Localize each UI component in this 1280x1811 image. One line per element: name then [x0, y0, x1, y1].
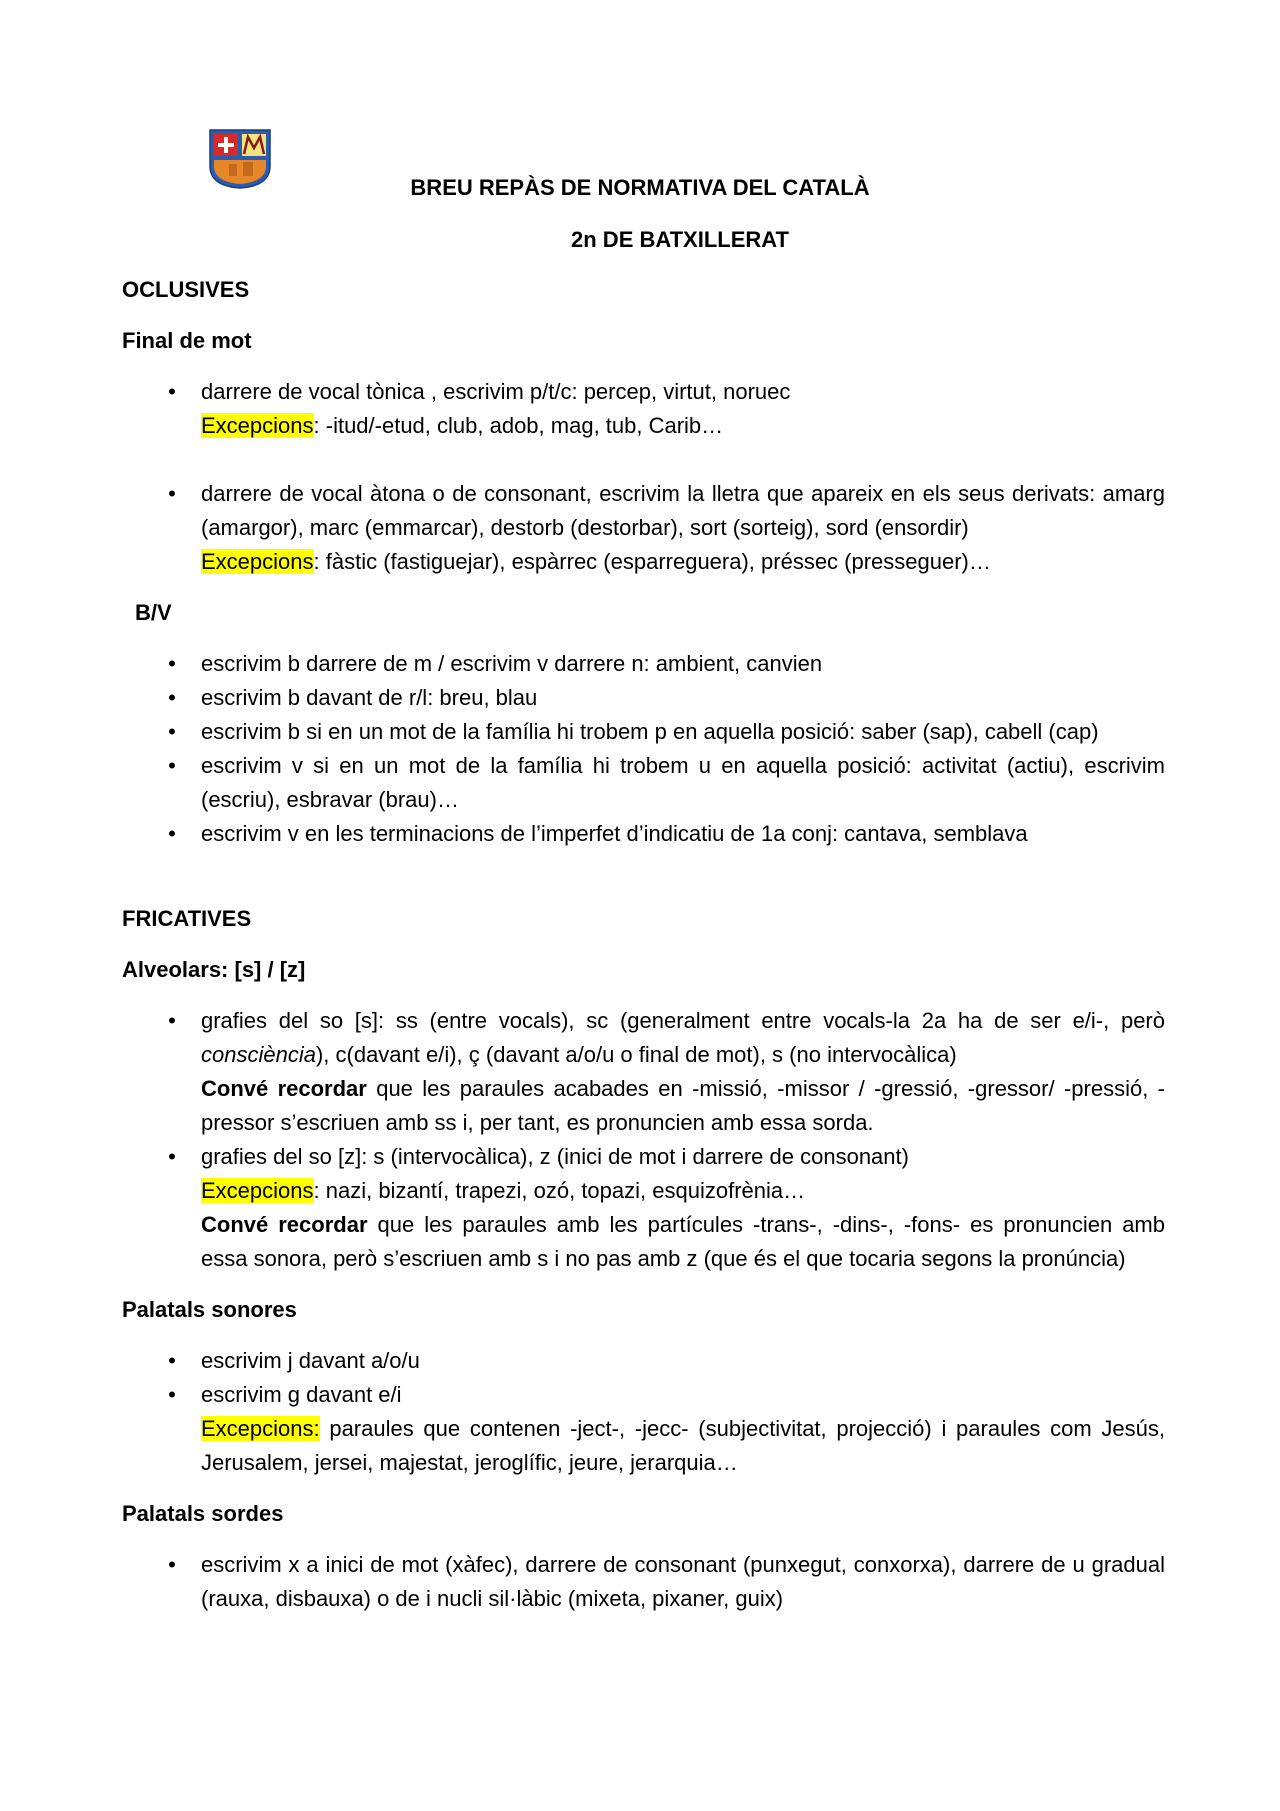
bullet-icon: • — [168, 753, 176, 778]
exceptions-line — [201, 545, 1165, 579]
list-item-text: darrere de vocal àtona o de consonant, escrivim la lletra que apareix en els seus derivats: amarg (amargor), marc (emmarcar), destorb (destorbar), sort (sorteig), sord (ensordir) — [201, 481, 1165, 540]
list-item-text: escrivim v en les terminacions de l’imperfet d’indicatiu de 1a conj: cantava, semblava — [201, 821, 1028, 846]
list-item — [122, 647, 1165, 681]
exceptions-line — [201, 409, 1165, 443]
list-item-text: escrivim b si en un mot de la família hi trobem p en aquella posició: saber (sap), cabell (cap) — [201, 719, 1099, 744]
alveolars-list — [122, 1004, 1165, 1276]
list-item-text: escrivim j davant a/o/u — [201, 1348, 420, 1373]
list-item-text: escrivim b davant de r/l: breu, blau — [201, 685, 538, 710]
list-item — [122, 1140, 1165, 1276]
section-heading-fricatives: FRICATIVES — [122, 906, 252, 931]
final-de-mot-list — [122, 375, 1165, 579]
list-item — [122, 1378, 1165, 1480]
bullet-icon: • — [168, 821, 176, 846]
list-item — [122, 1344, 1165, 1378]
list-item-text: escrivim g davant e/i — [201, 1382, 402, 1407]
italic-term: consciència — [201, 1042, 316, 1067]
list-item-text: escrivim v si en un mot de la família hi trobem u en aquella posició: activitat (actiu), escrivim (escriu), esbravar (brau)… — [201, 753, 1165, 812]
document-body — [122, 273, 1165, 1633]
exceptions-label: Excepcions — [201, 413, 314, 438]
exceptions-label: Excepcions: — [201, 1416, 320, 1441]
bullet-icon: • — [168, 1144, 176, 1169]
bullet-icon: • — [168, 685, 176, 710]
list-item — [122, 681, 1165, 715]
bullet-icon: • — [168, 719, 176, 744]
exceptions-line — [201, 1174, 1165, 1208]
subheading-palatals-sordes: Palatals sordes — [122, 1501, 284, 1526]
list-item-text: darrere de vocal tònica , escrivim p/t/c: percep, virtut, noruec — [201, 379, 791, 404]
bullet-icon: • — [168, 1008, 176, 1033]
subheading-alveolars: Alveolars: [s] / [z] — [122, 957, 306, 982]
list-item — [122, 1004, 1165, 1140]
note-line — [201, 1072, 1165, 1140]
subheading-palatals-sonores: Palatals sonores — [122, 1297, 297, 1322]
list-item — [122, 477, 1165, 579]
exceptions-text: paraules que contenen -ject-, -jecc- (subjectivitat, projecció) i paraules com Jesús, Jerusalem, jersei, majestat, jeroglífic, jeure, jerarquia… — [201, 1416, 1165, 1475]
list-item — [122, 375, 1165, 443]
bullet-icon: • — [168, 1552, 176, 1577]
subheading-bv: B/V — [135, 600, 172, 625]
exceptions-text: : fàstic (fastiguejar), espàrrec (esparreguera), préssec (presseguer)… — [313, 549, 991, 574]
list-item — [122, 715, 1165, 749]
note-line — [201, 1208, 1165, 1276]
exceptions-line — [201, 1412, 1165, 1480]
list-item-text: grafies del so [z]: s (intervocàlica), z (inici de mot i darrere de consonant) — [201, 1144, 909, 1169]
text-part: grafies del so [s]: ss (entre vocals), sc (generalment entre vocals-la 2a ha de ser e/i-, però — [201, 1008, 1165, 1033]
note-label: Convé recordar — [201, 1212, 368, 1237]
list-item-text: escrivim b darrere de m / escrivim v darrere n: ambient, canvien — [201, 651, 823, 676]
section-heading-oclusives: OCLUSIVES — [122, 277, 250, 302]
list-item-text — [201, 1004, 1165, 1072]
list-item — [122, 1548, 1165, 1616]
note-text: que les paraules amb les partícules -trans-, -dins-, -fons- es pronuncien amb essa sonora, però s’escriuen amb s i no pas amb z (que és el que tocaria segons la pronúncia) — [201, 1212, 1165, 1271]
subheading-final-de-mot: Final de mot — [122, 328, 252, 353]
list-item — [122, 749, 1165, 817]
list-item-text: escrivim x a inici de mot (xàfec), darrere de consonant (punxegut, conxorxa), darrere de u gradual (rauxa, disbauxa) o de i nucli sil·làbic (mixeta, pixaner, guix) — [201, 1552, 1165, 1611]
exceptions-label: Excepcions — [201, 549, 314, 574]
page-subtitle: 2n DE BATXILLERAT — [571, 227, 789, 252]
bullet-icon: • — [168, 379, 176, 404]
bullet-icon: • — [168, 1348, 176, 1373]
palatals-sordes-list — [122, 1548, 1165, 1616]
exceptions-label: Excepcions — [201, 1178, 314, 1203]
page-title: BREU REPÀS DE NORMATIVA DEL CATALÀ — [410, 175, 870, 200]
note-label: Convé recordar — [201, 1076, 367, 1101]
list-item — [122, 817, 1165, 851]
exceptions-text: : -itud/-etud, club, adob, mag, tub, Carib… — [313, 413, 724, 438]
bullet-icon: • — [168, 1382, 176, 1407]
note-text: que les paraules acabades en -missió, -missor / -gressió, -gressor/ -pressió, -pressor s’escriuen amb ss i, per tant, es pronuncien amb essa sorda. — [201, 1076, 1165, 1135]
text-part: ), c(davant e/i), ç (davant a/o/u o final de mot), s (no intervocàlica) — [315, 1042, 957, 1067]
bv-list — [122, 647, 1165, 851]
exceptions-text: : nazi, bizantí, trapezi, ozó, topazi, esquizofrènia… — [313, 1178, 806, 1203]
palatals-sonores-list — [122, 1344, 1165, 1480]
bullet-icon: • — [168, 651, 176, 676]
bullet-icon: • — [168, 481, 176, 506]
